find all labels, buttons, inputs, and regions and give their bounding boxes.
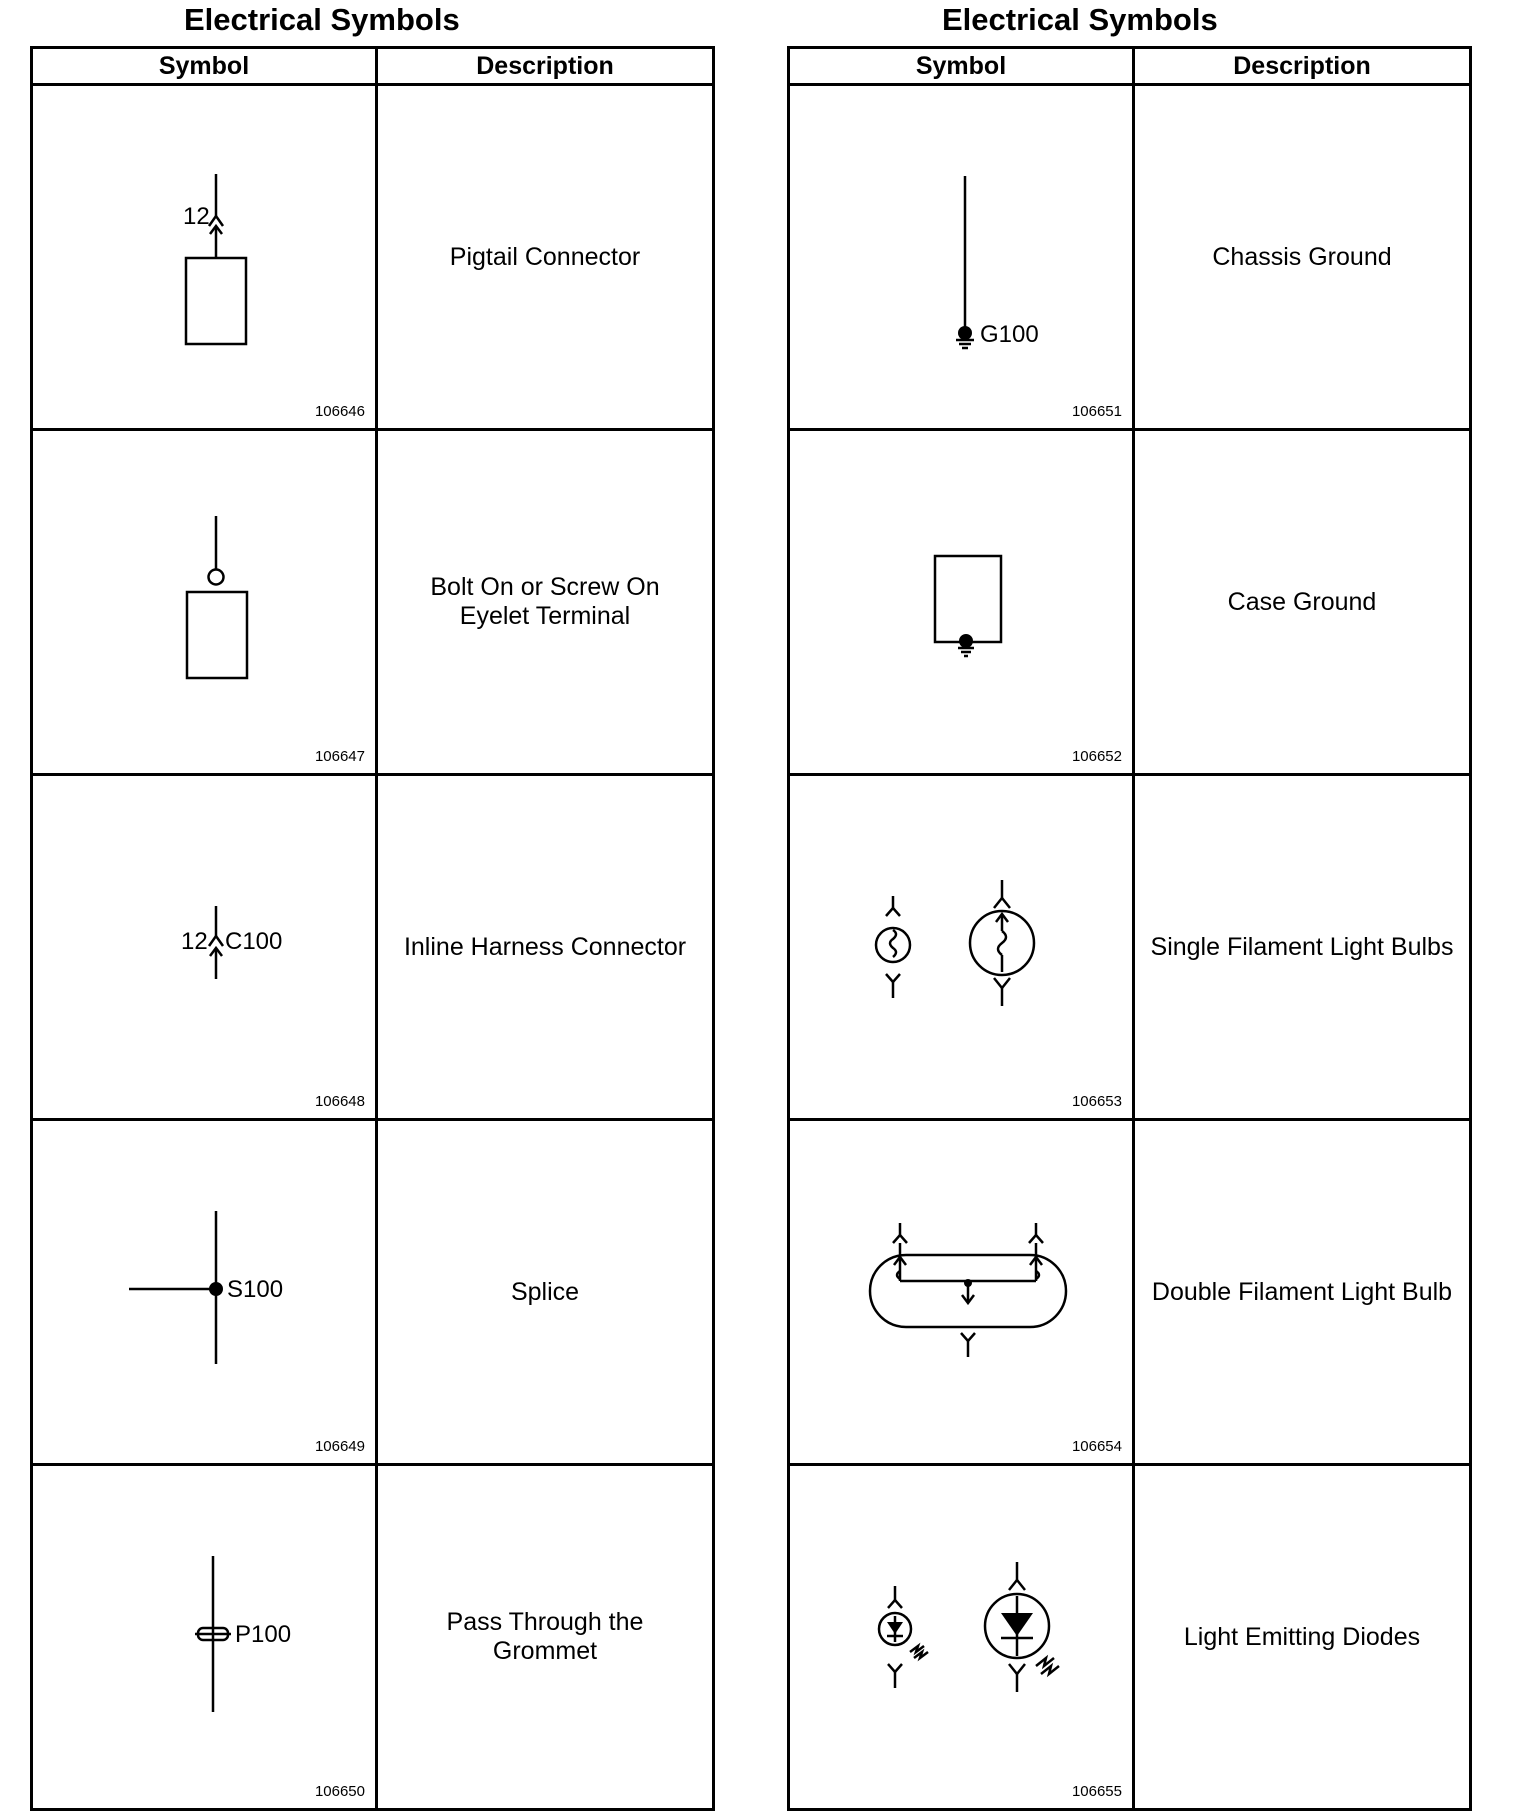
description-text: Pass Through the xyxy=(446,1608,644,1637)
description-text: Single Filament Light Bulbs xyxy=(1150,932,1454,961)
description-cell xyxy=(377,1465,714,1810)
description-text: Inline Harness Connector xyxy=(403,932,687,961)
description-text: Splice xyxy=(510,1277,580,1306)
table-row xyxy=(32,1120,714,1465)
grommet-icon xyxy=(33,1466,378,1808)
figure-number: 106650 xyxy=(314,1783,365,1800)
table-row xyxy=(32,430,714,775)
description-column-header: Description xyxy=(377,48,714,85)
figure-number: 106652 xyxy=(1071,748,1122,765)
connector-id-label: C100 xyxy=(225,928,283,955)
figure-number: 106646 xyxy=(314,403,365,420)
table-row xyxy=(789,430,1471,775)
symbol-cell xyxy=(32,430,377,775)
table-row xyxy=(32,775,714,1120)
symbol-cell xyxy=(32,775,377,1120)
pigtail-connector-icon xyxy=(33,86,378,428)
description-cell xyxy=(377,775,714,1120)
panel-title: Electrical Symbols xyxy=(184,2,460,37)
symbol-column-header: Symbol xyxy=(32,48,377,85)
description-text: Grommet xyxy=(492,1637,598,1665)
symbols-table xyxy=(787,46,1472,1811)
description-text: Bolt On or Screw On xyxy=(430,573,660,602)
table-row xyxy=(32,1465,714,1810)
description-text: Pigtail Connector xyxy=(449,242,641,271)
description-column-header: Description xyxy=(1134,48,1471,85)
description-text: Eyelet Terminal xyxy=(459,602,631,630)
figure-number: 106651 xyxy=(1071,403,1122,420)
table-row xyxy=(789,1120,1471,1465)
figure-number: 106653 xyxy=(1071,1093,1122,1110)
symbol-cell xyxy=(789,85,1134,430)
symbol-cell xyxy=(789,430,1134,775)
symbols-table xyxy=(30,46,715,1811)
panel-title: Electrical Symbols xyxy=(942,2,1218,37)
table-row xyxy=(789,85,1471,430)
wire-gauge-label: 12 xyxy=(181,928,208,955)
description-cell xyxy=(377,1120,714,1465)
description-cell xyxy=(1134,775,1471,1120)
wire-gauge-label: 12 xyxy=(183,203,210,230)
symbol-cell xyxy=(32,1465,377,1810)
grommet-id-label: P100 xyxy=(235,1621,292,1648)
table-header-row xyxy=(789,48,1471,85)
description-cell xyxy=(1134,430,1471,775)
description-cell xyxy=(377,430,714,775)
symbol-cell xyxy=(789,1465,1134,1810)
symbol-cell xyxy=(32,1120,377,1465)
figure-number: 106655 xyxy=(1071,1783,1122,1800)
table-header-row xyxy=(32,48,714,85)
table-row xyxy=(32,85,714,430)
description-text: Chassis Ground xyxy=(1212,242,1392,271)
description-text: Light Emitting Diodes xyxy=(1183,1622,1421,1651)
description-cell xyxy=(1134,1465,1471,1810)
description-cell xyxy=(1134,85,1471,430)
description-text: Double Filament Light Bulb xyxy=(1151,1277,1453,1306)
double-filament-bulb-icon xyxy=(790,1121,1135,1463)
led-icon xyxy=(790,1466,1135,1808)
symbol-column-header: Symbol xyxy=(789,48,1134,85)
splice-id-label: S100 xyxy=(227,1276,284,1303)
figure-number: 106654 xyxy=(1071,1438,1122,1455)
splice-icon xyxy=(33,1121,378,1463)
table-row xyxy=(789,775,1471,1120)
figure-number: 106649 xyxy=(314,1438,365,1455)
figure-number: 106648 xyxy=(314,1093,365,1110)
single-filament-bulb-icon xyxy=(790,776,1135,1118)
table-row xyxy=(789,1465,1471,1810)
inline-harness-connector-icon xyxy=(33,776,378,1118)
case-ground-icon xyxy=(790,431,1135,773)
description-cell xyxy=(377,85,714,430)
figure-number: 106647 xyxy=(314,748,365,765)
symbol-cell xyxy=(32,85,377,430)
chassis-ground-icon xyxy=(790,86,1135,428)
eyelet-terminal-icon xyxy=(33,431,378,773)
description-text: Case Ground xyxy=(1227,587,1377,616)
description-cell xyxy=(1134,1120,1471,1465)
symbol-cell xyxy=(789,1120,1134,1465)
ground-id-label: G100 xyxy=(980,321,1039,348)
symbol-cell xyxy=(789,775,1134,1120)
